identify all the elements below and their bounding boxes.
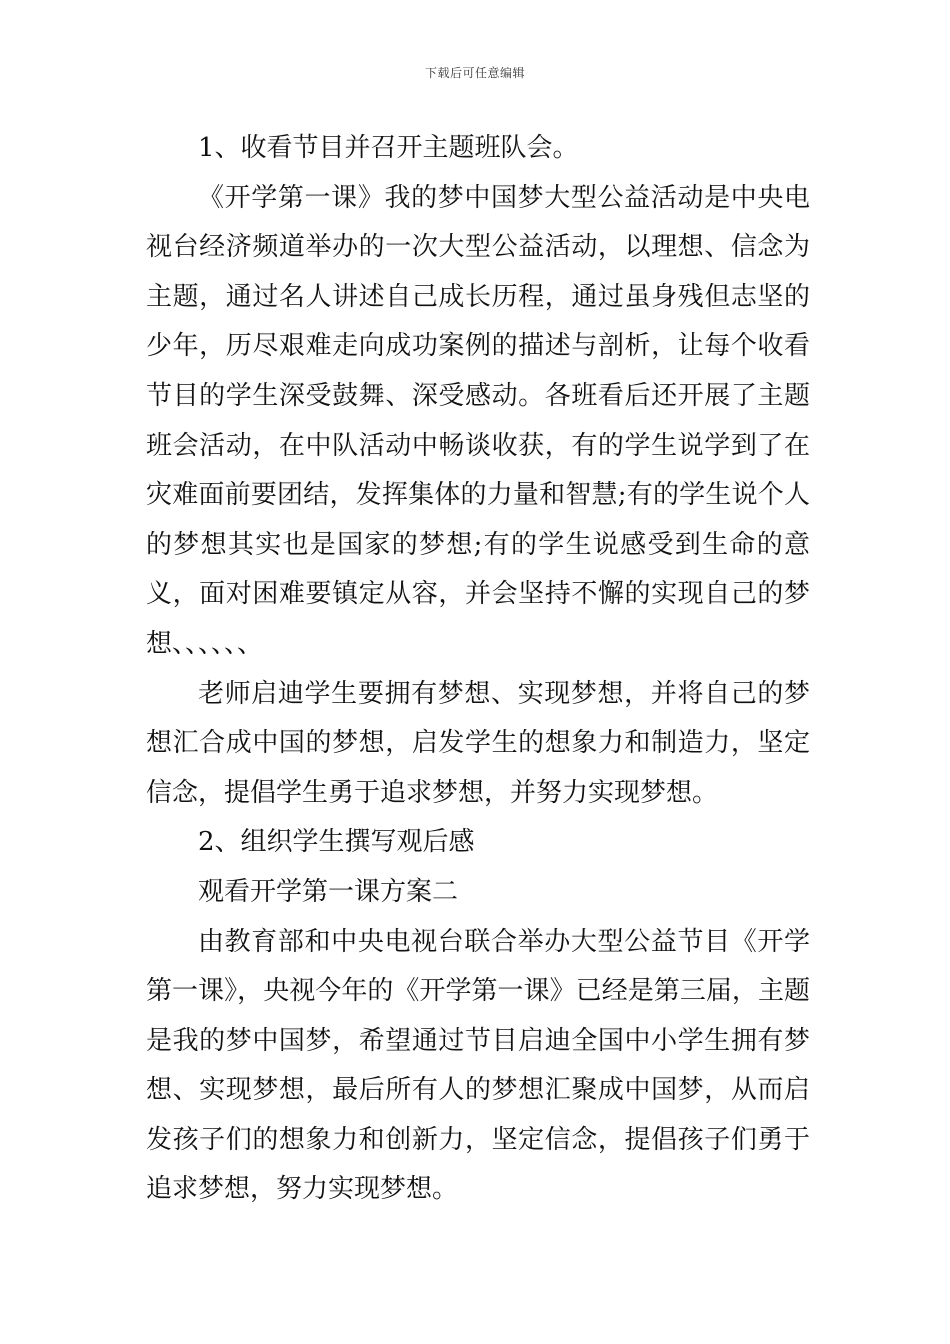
paragraph-activity-description: 《开学第一课》我的梦中国梦大型公益活动是中央电视台经济频道举办的一次大型公益活动，以理想、信念为主题，通过名人讲述自己成长历程，通过虽身残但志坚的少年，历尽艰难走向成功案例的描述与剖析，让每个收看节目的学生深受鼓舞、深受感动。各班看后还开展了主题班会活动，在中队活动中畅谈收获，有的学生说学到了在灾难面前要团结，发挥集体的力量和智慧;有的学生说个人的梦想其实也是国家的梦想;有的学生说感受到生命的意义，面对困难要镇定从容，并会坚持不懈的实现自己的梦想、、、、、、 [146, 182, 810, 659]
paragraph-step-2: 2、组织学生撰写观后感 [198, 827, 475, 858]
paragraph-step-1: 1、收看节目并召开主题班队会。 [198, 133, 579, 163]
header-note: 下载后可任意编辑 [424, 66, 525, 80]
paragraph-teacher-guidance: 老师启迪学生要拥有梦想、实现梦想，并将自己的梦想汇合成中国的梦想，启发学生的想象力和制造力，坚定信念，提倡学生勇于追求梦想，并努力实现梦想。 [146, 678, 810, 808]
document-body [146, 124, 810, 1215]
paragraph-plan-two-description: 由教育部和中央电视台联合举办大型公益节目《开学第一课》，央视今年的《开学第一课》已经是第三届，主题是我的梦中国梦，希望通过节目启迪全国中小学生拥有梦想、实现梦想，最后所有人的梦想汇聚成中国梦，从而启发孩子们的想象力和创新力，坚定信念，提倡孩子们勇于追求梦想，努力实现梦想。 [146, 926, 810, 1205]
section-heading-plan-two: 观看开学第一课方案二 [198, 876, 459, 907]
